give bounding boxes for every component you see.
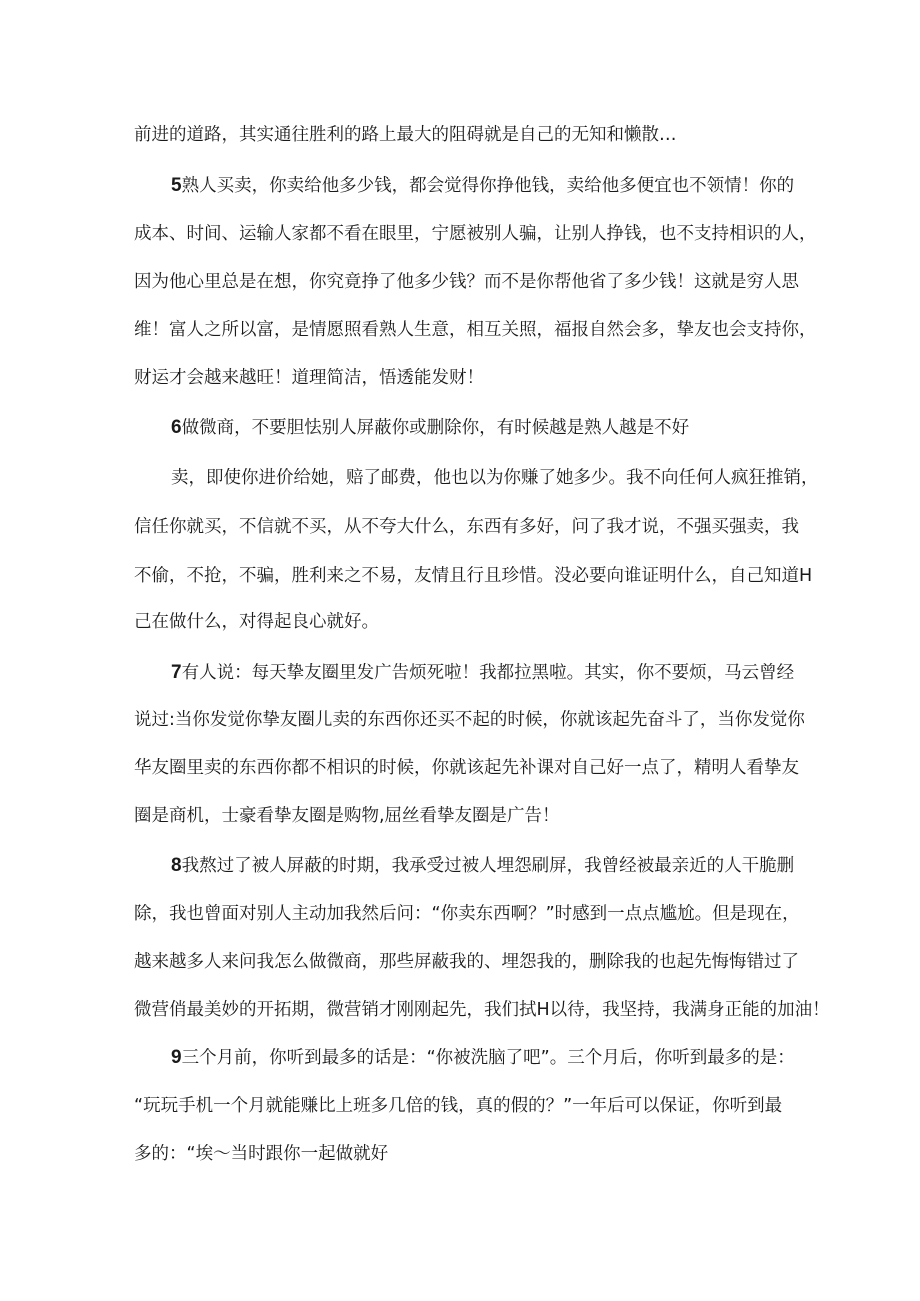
text-line: 维！富人之所以富，是情愿照看熟人生意，相互关照，福报自然会多，挚友也会支持你， [134, 320, 817, 340]
text-line: 财运才会越来越旺！道理简洁，悟透能发财！ [134, 368, 484, 388]
paragraph-first-line [171, 658, 794, 688]
text-line: 因为他心里总是在想，你究竟挣了他多少钱？而不是你帮他省了多少钱！这就是穷人思 [134, 272, 799, 292]
text-line: 三个月前，你听到最多的话是：“你被洗脑了吧”。三个月后，你听到最多的是： [181, 1048, 795, 1068]
text-line: 前进的道路，其实通往胜利的路上最大的阻碍就是自己的无知和懒散… [134, 125, 677, 145]
text-line: 说过:当你发觉你挚友圈儿卖的东西你还买不起的时候，你就该起先奋斗了，当你发觉你 [134, 710, 805, 730]
text-line: 多的：“埃～当时跟你一起做就好 [134, 1144, 389, 1164]
text-line: 成本、时间、运输人家都不看在眼里，宁愿被别人骗，让别人挣钱，也不支持相识的人， [134, 224, 817, 244]
text-line: 越来越多人来问我怎么做微商，那些屏蔽我的、埋怨我的，删除我的也起先悔悔错过了 [134, 952, 799, 972]
text-line: 有人说：每天挚友圈里发广告烦死啦！我都拉黑啦。其实，你不要烦，马云曾经 [181, 663, 795, 683]
paragraph-number: 6 [171, 417, 182, 438]
text-line: 除，我也曾面对别人主动加我然后问：“你卖东西啊？”时感到一点点尴尬。但是现在， [134, 904, 800, 924]
paragraph-number: 7 [171, 662, 182, 683]
text-line: “玩玩手机一个月就能赚比上班多几倍的钱，真的假的？”一年后可以保证，你听到最 [134, 1096, 783, 1116]
text-line: 微营俏最美妙的开拓期，微营销才刚刚起先，我们拭H以待，我坚持，我满身正能的加油！ [134, 1000, 830, 1020]
text-line: 圈是商机，士豪看挚友圈是购物,屈丝看挚友圈是广告！ [134, 806, 560, 826]
paragraph-first-line [171, 851, 794, 881]
text-line: 熟人买卖，你卖给他多少钱，都会觉得你挣他钱，卖给他多便宜也不领情！你的 [181, 176, 795, 196]
paragraph-first-line [171, 171, 794, 201]
text-line: 不偷，不抢，不骗，胜利来之不易，友情且行且珍惜。没必要向谁证明什么，自己知道H [134, 566, 813, 586]
text-line: 卖，即使你进价给她，赔了邮费，他也以为你赚了她多少。我不向任何人疯狂推销， [171, 468, 819, 488]
text-line: 做微商，不要胆怯别人屏蔽你或删除你，有时候越是熟人越是不好 [181, 418, 690, 438]
text-line: 信任你就买，不信就不买，从不夸大什么，东西有多好，问了我才说，不强买强卖，我 [134, 517, 799, 537]
text-line: 我熬过了被人屏蔽的时期，我承受过被人埋怨刷屏，我曾经被最亲近的人干脆删 [181, 856, 795, 876]
paragraph-first-line [171, 1043, 795, 1073]
paragraph-number: 9 [171, 1047, 182, 1068]
paragraph-number: 5 [171, 175, 182, 196]
paragraph-first-line [171, 413, 689, 443]
text-line: 华友圈里卖的东西你都不相识的时候，你就该起先补课对自己好一点了，精明人看挚友 [134, 758, 799, 778]
text-line: 己在做什么，对得起良心就好。 [134, 612, 379, 632]
paragraph-number: 8 [171, 855, 182, 876]
